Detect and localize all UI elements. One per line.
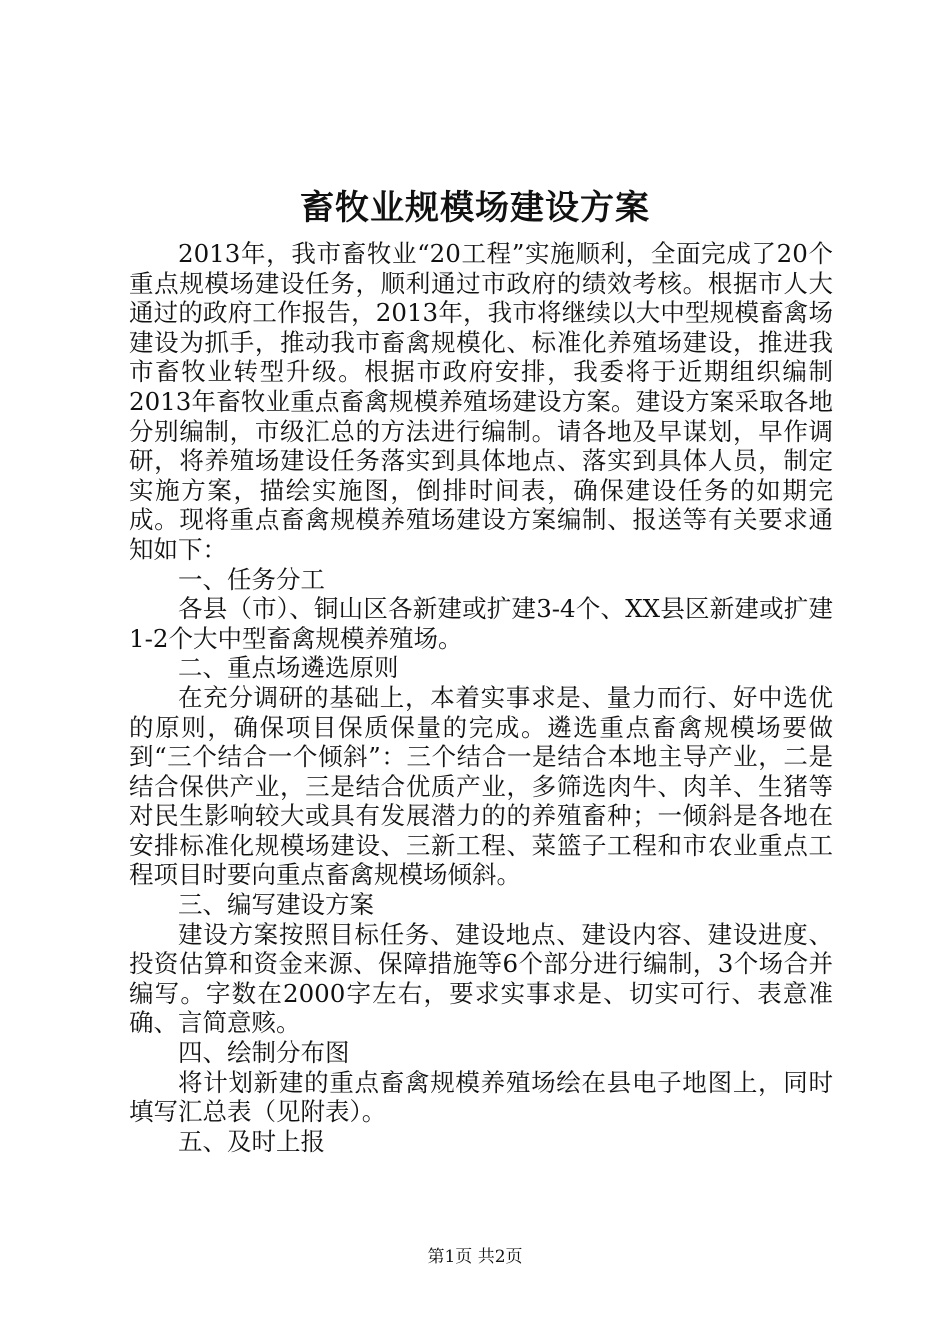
document-title: 畜牧业规模场建设方案 — [300, 188, 650, 228]
section-heading-2: 二、重点场遴选原则 — [178, 653, 399, 683]
section-heading-3: 三、编写建设方案 — [178, 890, 374, 920]
section-heading-4: 四、绘制分布图 — [178, 1038, 350, 1068]
section-text-2: 在充分调研的基础上，本着实事求是、量力而行、好中选优的原则，确保项目保质保量的完成。遴选重点畜禽规模场要做到“三个结合一个倾斜”：三个结合一是结合本地主导产业，二是结合保供产业，三是结合优质产业，多筛选肉牛、肉羊、生猪等对民生影响较大或具有发展潜力的的养殖畜种；一倾斜是各地在安排标准化规模场建设、三新工程、菜篮子工程和市农业重点工程项目时要向重点畜禽规模场倾斜。 — [129, 682, 833, 890]
section-text-1: 各县（市）、铜山区各新建或扩建3-4个、XX县区新建或扩建1-2个大中型畜禽规模养殖场。 — [129, 594, 833, 653]
section-text-3: 建设方案按照目标任务、建设地点、建设内容、建设进度、投资估算和资金来源、保障措施等6个部分进行编制，3个场合并编写。字数在2000字左右，要求实事求是、切实可行、表意准确、言简意赅。 — [129, 919, 833, 1038]
document-body — [129, 239, 833, 1156]
section-heading-1: 一、任务分工 — [178, 564, 325, 594]
page-footer: 第1页 共2页 — [427, 1247, 523, 1267]
section-heading-5: 五、及时上报 — [178, 1126, 325, 1156]
section-text-4: 将计划新建的重点畜禽规模养殖场绘在县电子地图上，同时填写汇总表（见附表）。 — [129, 1067, 833, 1127]
intro-paragraph: 2013年，我市畜牧业“20工程”实施顺利，全面完成了20个重点规模场建设任务，顺利通过市政府的绩效考核。根据市人大通过的政府工作报告，2013年，我市将继续以大中型规模畜禽场建设为抓手，推动我市畜禽规模化、标准化养殖场建设，推进我市畜牧业转型升级。根据市政府安排，我委将于近期组织编制2013年畜牧业重点畜禽规模养殖场建设方案。建设方案采取各地分别编制，市级汇总的方法进行编制。请各地及早谋划，早作调研，将养殖场建设任务落实到具体地点、落实到具体人员，制定实施方案，描绘实施图，倒排时间表，确保建设任务的如期完成。现将重点畜禽规模养殖场建设方案编制、报送等有关要求通知如下： — [129, 239, 833, 564]
